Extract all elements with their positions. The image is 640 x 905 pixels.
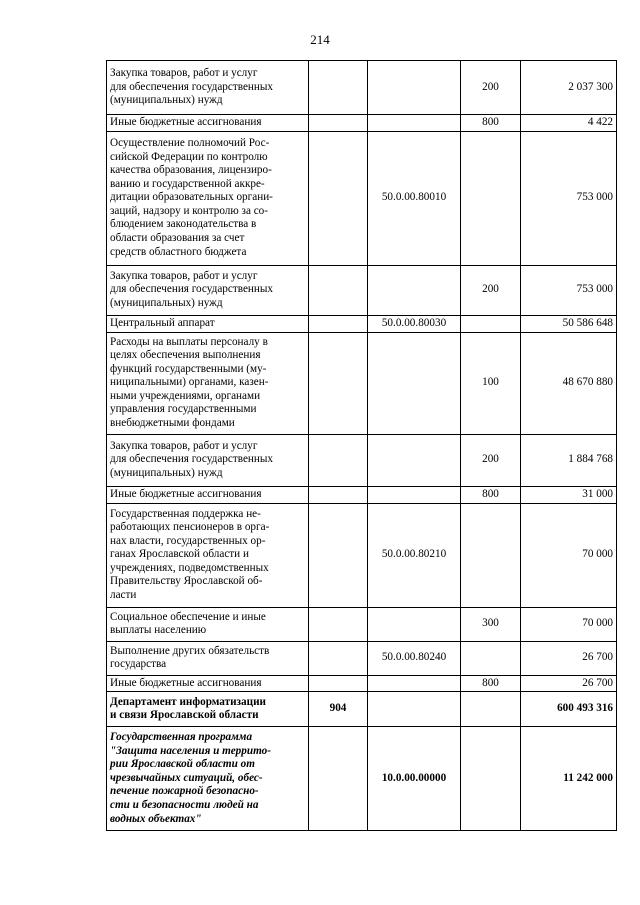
row-sum: 2 037 300 [521,61,617,115]
row-code [368,61,461,115]
row-code: 50.0.00.80240 [368,641,461,675]
row-type: 200 [461,434,521,486]
row-dept [309,315,368,332]
row-type: 100 [461,332,521,434]
row-type: 800 [461,675,521,692]
table-row [107,131,617,265]
table-row [107,315,617,332]
row-type [461,503,521,607]
row-type: 800 [461,115,521,132]
row-type [461,641,521,675]
row-type [461,727,521,831]
row-name: Центральный аппарат [107,315,309,332]
row-dept [309,675,368,692]
row-code: 50.0.00.80210 [368,503,461,607]
row-dept [309,641,368,675]
row-code [368,265,461,315]
row-dept [309,61,368,115]
row-type: 300 [461,607,521,641]
row-name: Социальное обеспечение и иные выплаты населению [107,607,309,641]
row-code: 50.0.00.80030 [368,315,461,332]
table-row [107,641,617,675]
row-sum: 753 000 [521,131,617,265]
row-name: Закупка товаров, работ и услуг для обеспечения государственных (муниципальных) нужд [107,265,309,315]
table-row [107,503,617,607]
row-dept [309,486,368,503]
row-dept [309,115,368,132]
budget-table [106,60,617,831]
row-sum: 26 700 [521,675,617,692]
row-sum: 70 000 [521,503,617,607]
row-type: 200 [461,265,521,315]
row-type: 200 [461,61,521,115]
row-name: Закупка товаров, работ и услуг для обеспечения государственных (муниципальных) нужд [107,434,309,486]
row-dept [309,131,368,265]
row-code: 50.0.00.80010 [368,131,461,265]
row-name: Государственная поддержка не- работающих пенсионеров в орга- нах власти, государственных ор- ганах Ярославской области и учреждениях, подведомственных Правительству Ярославской об- ласти [107,503,309,607]
row-sum: 48 670 880 [521,332,617,434]
row-sum: 31 000 [521,486,617,503]
page-number: 214 [310,32,330,47]
row-name: Государственная программа "Защита населения и террито- рии Ярославской области от чрезвычайных ситуаций, обес- печение пожарной безопасно- сти и безопасности людей на водных объектах" [107,727,309,831]
table-row-program [107,727,617,831]
row-dept: 904 [309,692,368,727]
table-row [107,675,617,692]
row-code [368,675,461,692]
table-row [107,265,617,315]
row-name: Закупка товаров, работ и услуг для обеспечения государственных (муниципальных) нужд [107,61,309,115]
row-dept [309,727,368,831]
row-code [368,115,461,132]
row-code [368,332,461,434]
row-name: Иные бюджетные ассигнования [107,115,309,132]
row-type [461,692,521,727]
row-name: Иные бюджетные ассигнования [107,675,309,692]
row-dept [309,332,368,434]
row-dept [309,503,368,607]
row-sum: 600 493 316 [521,692,617,727]
row-sum: 1 884 768 [521,434,617,486]
table-row [107,486,617,503]
table-row-department [107,692,617,727]
row-name: Расходы на выплаты персоналу в целях обеспечения выполнения функций государственными (му- ниципальными) органами, казен- ными учреждениями, органами управления государственными внебюджетными фондами [107,332,309,434]
row-sum: 753 000 [521,265,617,315]
row-sum: 50 586 648 [521,315,617,332]
table-row [107,332,617,434]
table-row [107,115,617,132]
row-name: Иные бюджетные ассигнования [107,486,309,503]
row-code [368,486,461,503]
row-sum: 70 000 [521,607,617,641]
row-dept [309,434,368,486]
table-row [107,607,617,641]
row-type: 800 [461,486,521,503]
row-type [461,131,521,265]
table-row [107,434,617,486]
row-sum: 26 700 [521,641,617,675]
row-code [368,607,461,641]
row-sum: 11 242 000 [521,727,617,831]
row-name: Выполнение других обязательств государства [107,641,309,675]
row-code [368,692,461,727]
row-name: Департамент информатизации и связи Ярославской области [107,692,309,727]
table-row [107,61,617,115]
row-dept [309,265,368,315]
row-type [461,315,521,332]
row-dept [309,607,368,641]
row-sum: 4 422 [521,115,617,132]
row-code [368,434,461,486]
row-name: Осуществление полномочий Рос- сийской Федерации по контролю качества образования, лицензиро- ванию и государственной аккре- дитации образовательных органи- заций, надзору и контролю за со- блюдением законодательства в области образования за счет средств областного бюджета [107,131,309,265]
row-code: 10.0.00.00000 [368,727,461,831]
